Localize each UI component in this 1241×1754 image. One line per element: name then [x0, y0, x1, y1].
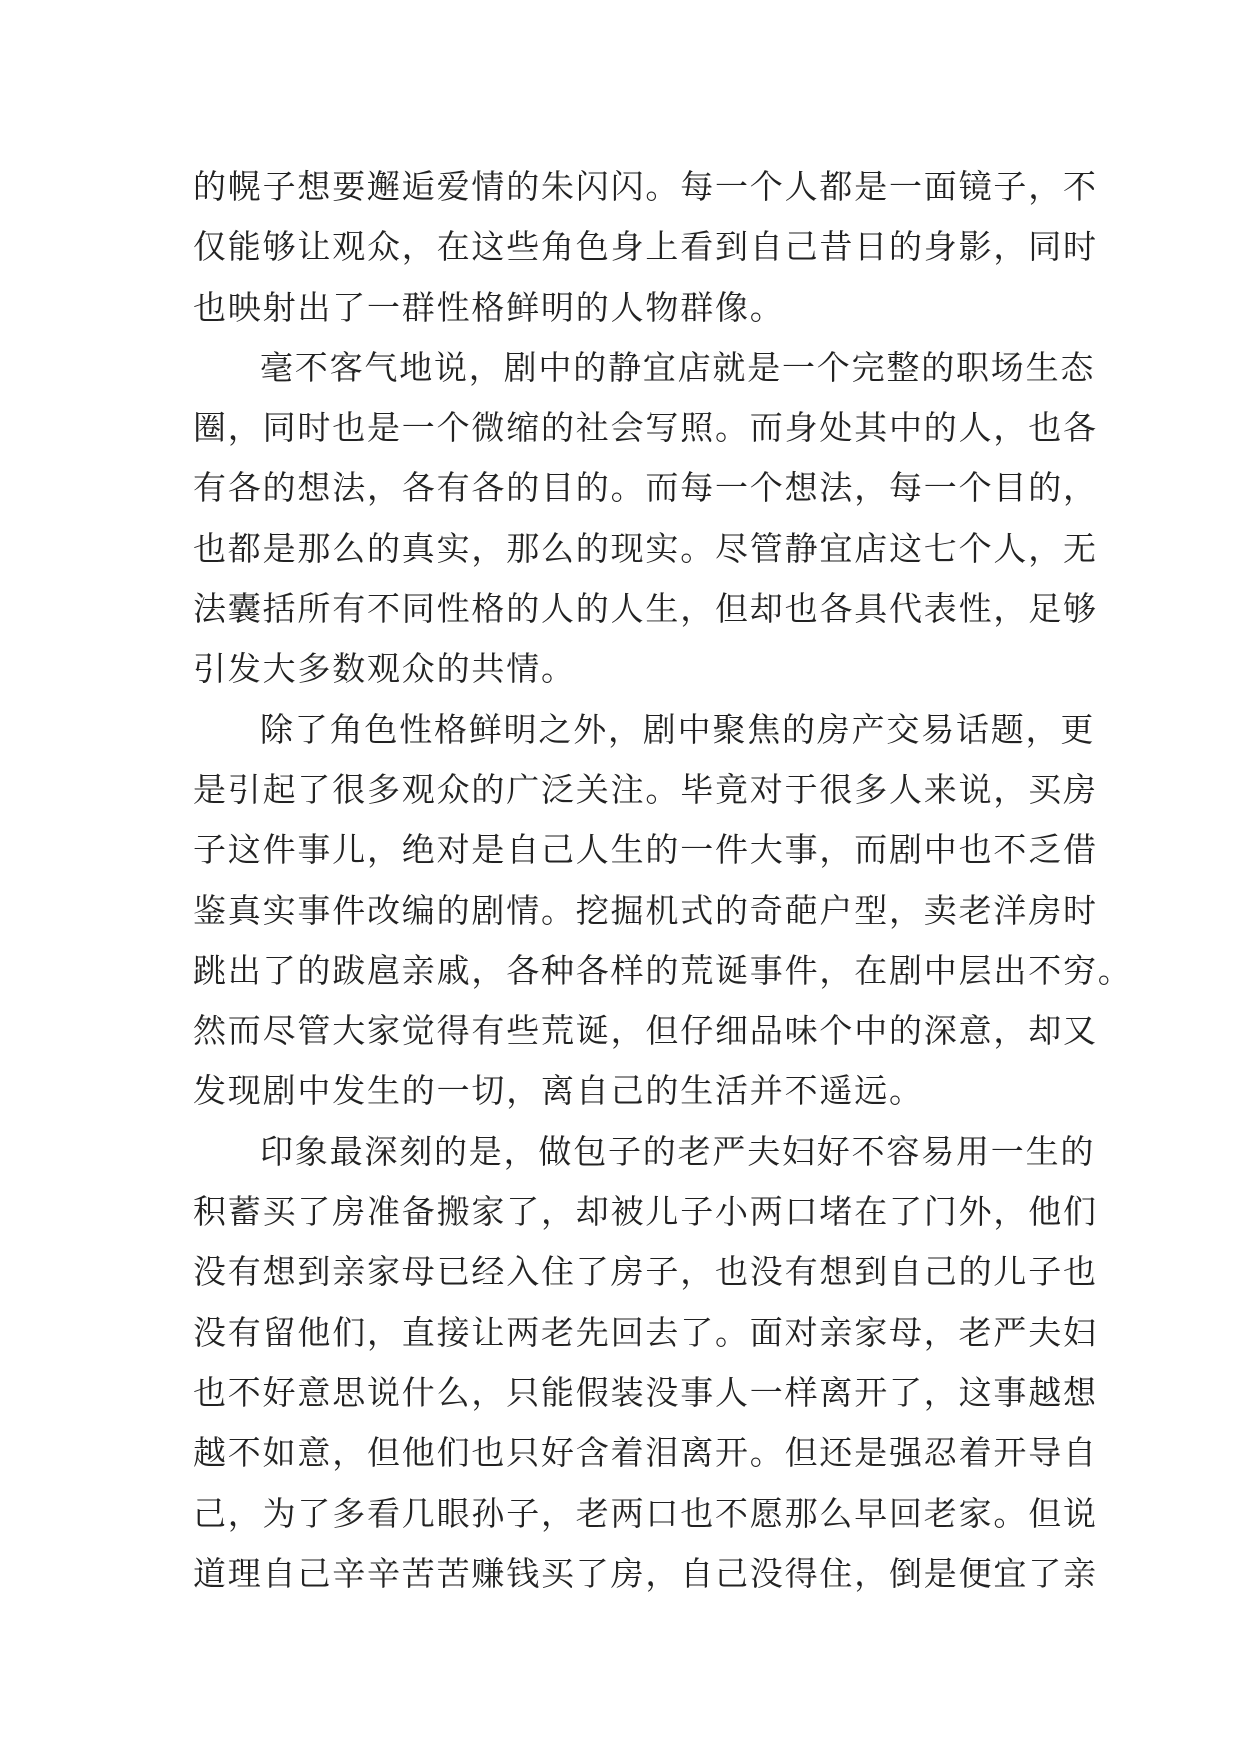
- text-line: 没有留他们，直接让两老先回去了。面对亲家母，老严夫妇: [193, 1312, 1098, 1352]
- text-line: 毫不客气地说，剧中的静宜店就是一个完整的职场生态: [260, 347, 1096, 387]
- text-line: 道理自己辛辛苦苦赚钱买了房，自己没得住，倒是便宜了亲: [193, 1553, 1098, 1593]
- text-line: 鉴真实事件改编的剧情。挖掘机式的奇葩户型，卖老洋房时: [193, 890, 1098, 930]
- text-line: 子这件事儿，绝对是自己人生的一件大事，而剧中也不乏借: [193, 830, 1098, 870]
- text-line: 积蓄买了房准备搬家了，却被儿子小两口堵在了门外，他们: [193, 1192, 1098, 1232]
- text-line: 是引起了很多观众的广泛关注。毕竟对于很多人来说，买房: [193, 769, 1098, 809]
- text-line: 法囊括所有不同性格的人的人生，但却也各具代表性，足够: [193, 589, 1098, 629]
- text-line: 也都是那么的真实，那么的现实。尽管静宜店这七个人，无: [193, 528, 1098, 568]
- body-text: [193, 157, 1133, 1604]
- text-line: 也映射出了一群性格鲜明的人物群像。: [193, 287, 785, 327]
- text-line: 印象最深刻的是，做包子的老严夫妇好不容易用一生的: [260, 1131, 1096, 1171]
- text-line: 引发大多数观众的共情。: [193, 649, 576, 689]
- text-line: 发现剧中发生的一切，离自己的生活并不遥远。: [193, 1071, 924, 1111]
- text-line: 有各的想法，各有各的目的。而每一个想法，每一个目的，: [193, 468, 1098, 508]
- text-line: 除了角色性格鲜明之外，剧中聚焦的房产交易话题，更: [260, 709, 1096, 749]
- text-line: 跳出了的跋扈亲戚，各种各样的荒诞事件，在剧中层出不穷。: [193, 950, 1133, 990]
- text-line: 没有想到亲家母已经入住了房子，也没有想到自己的儿子也: [193, 1252, 1098, 1292]
- text-line: 越不如意，但他们也只好含着泪离开。但还是强忍着开导自: [193, 1433, 1098, 1473]
- text-line: 圈，同时也是一个微缩的社会写照。而身处其中的人，也各: [193, 408, 1098, 448]
- text-line: 仅能够让观众，在这些角色身上看到自己昔日的身影，同时: [193, 227, 1098, 267]
- text-line: 然而尽管大家觉得有些荒诞，但仔细品味个中的深意，却又: [193, 1011, 1098, 1051]
- text-line: 也不好意思说什么，只能假装没事人一样离开了，这事越想: [193, 1372, 1098, 1412]
- text-line: 己，为了多看几眼孙子，老两口也不愿那么早回老家。但说: [193, 1493, 1098, 1533]
- text-line: 的幌子想要邂逅爱情的朱闪闪。每一个人都是一面镜子，不: [193, 167, 1098, 206]
